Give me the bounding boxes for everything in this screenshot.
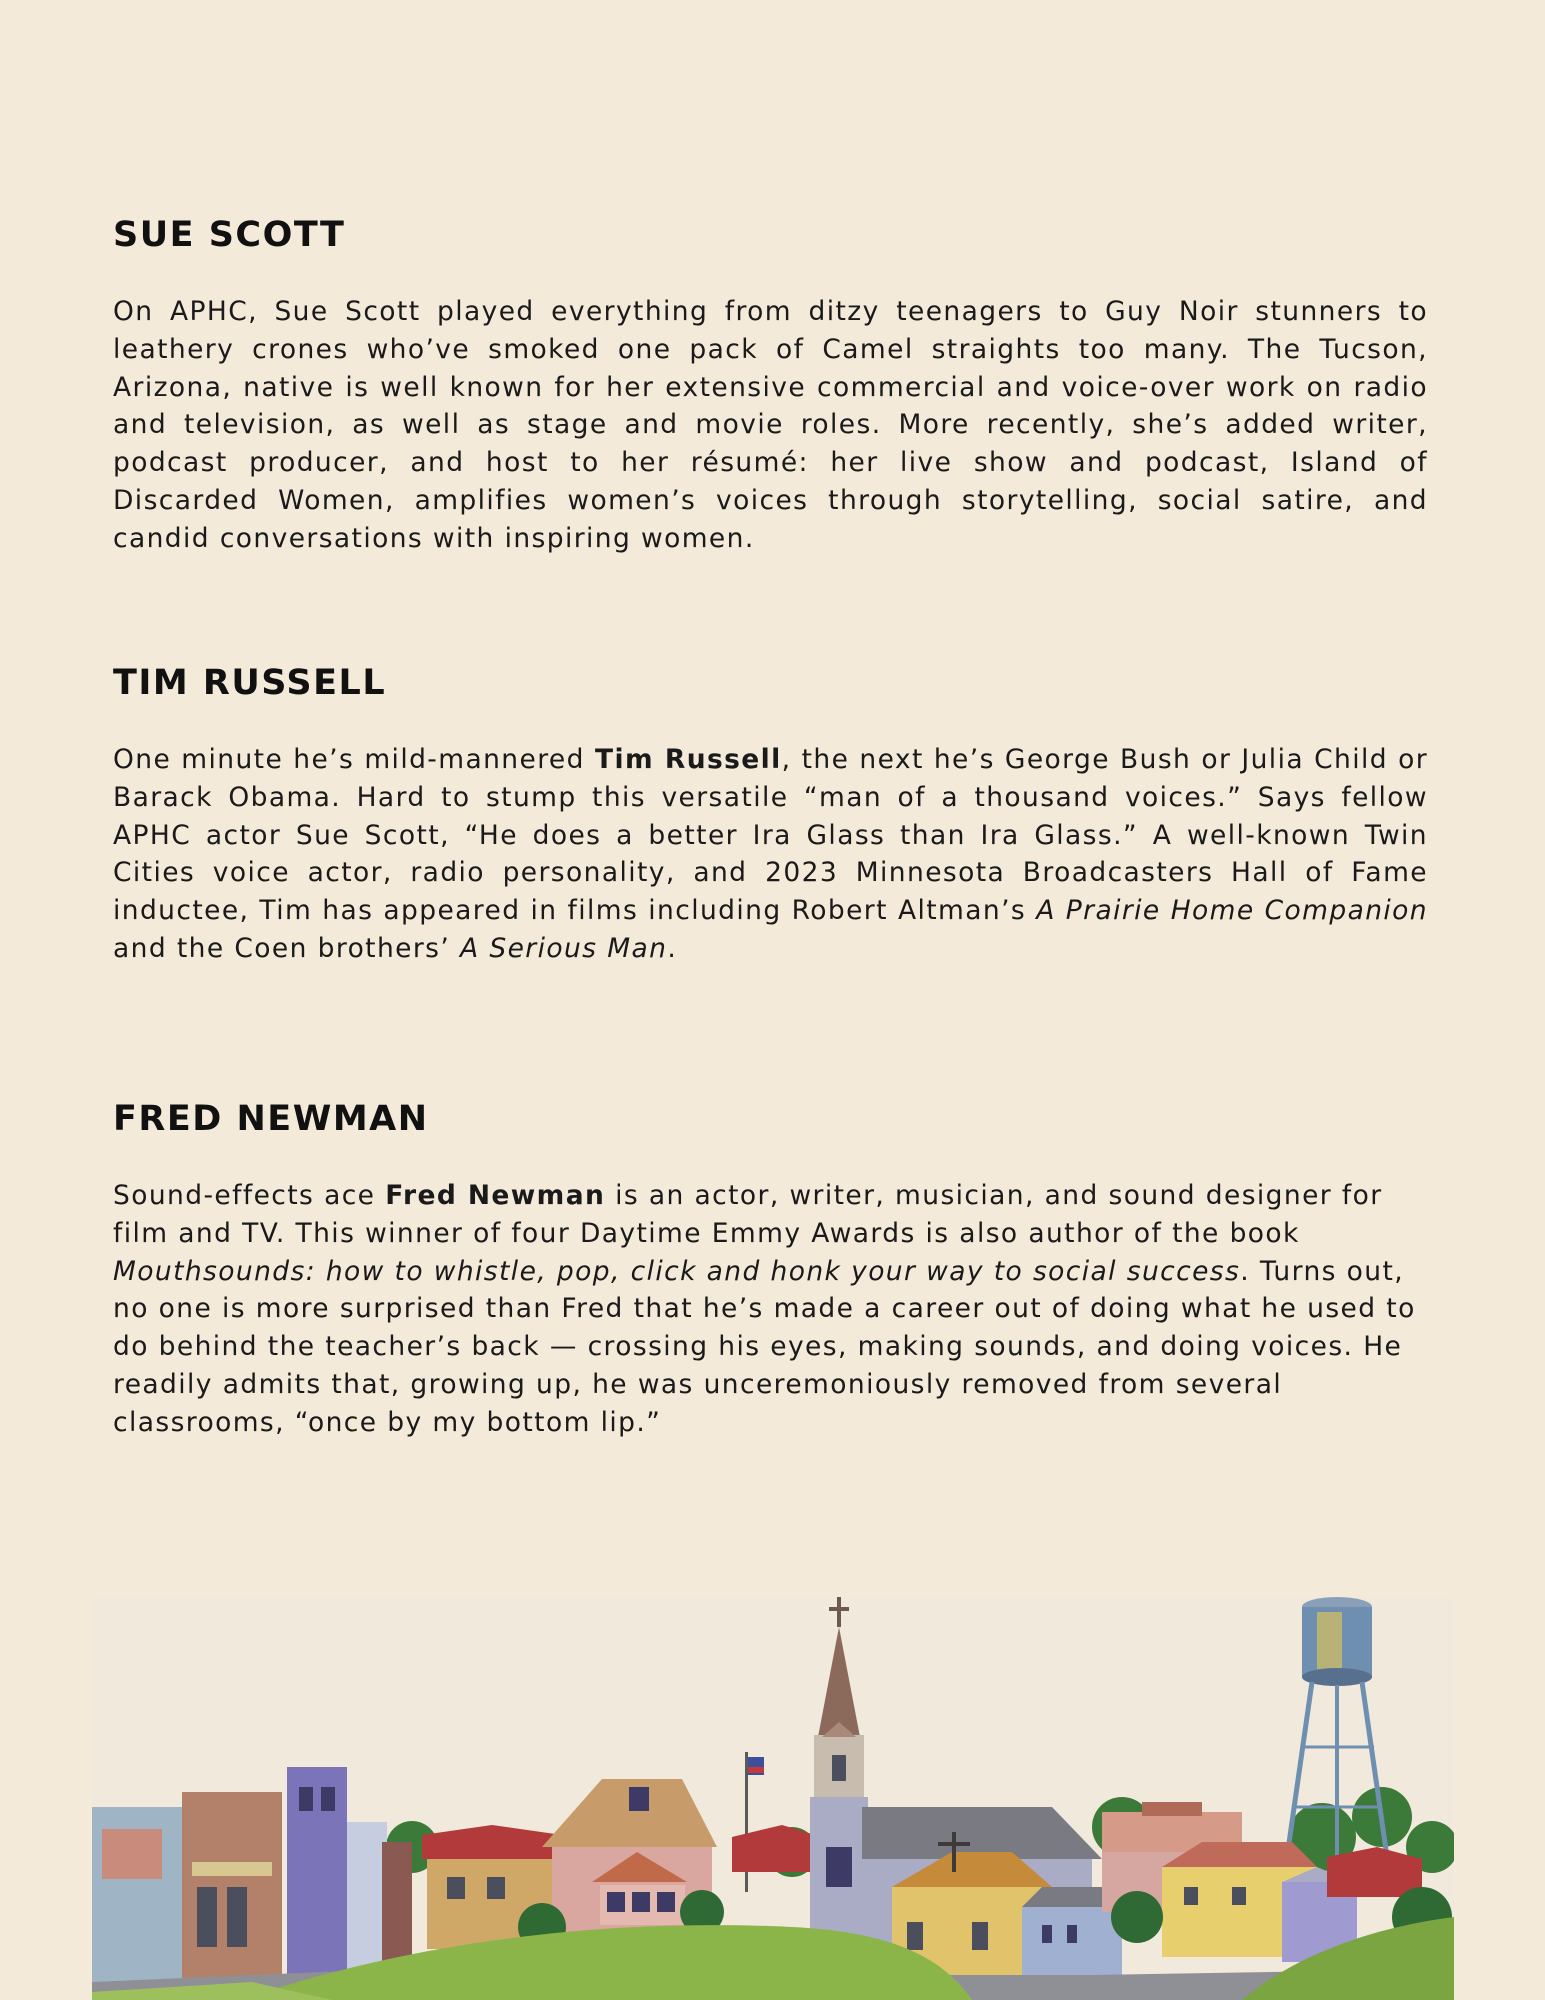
- bio-text-run: Sound-effects ace: [113, 1180, 386, 1211]
- bio-fred-newman: [113, 1099, 1428, 1442]
- bio-text-run: and the Coen brothers’: [113, 932, 461, 964]
- bio-text-run: , the next he’s George Bush or Julia Child or Barack Obama. Hard to stump this versatile “man of a thousand voices.” Says fellow APHC actor Sue Scott, “He does a better Ira Glass than Ira Glass.” A well-known Twin Cities voice actor, radio personality, and 2023 Minnesota Broadcasters Hall of Fame inductee, Tim has appeared in films including Robert Altman’s: [113, 744, 1428, 927]
- bio-tim-russell: [113, 663, 1428, 968]
- bio-bold-name: Fred Newman: [385, 1180, 606, 1211]
- bio-name-heading: SUE SCOTT: [113, 215, 346, 255]
- book-title: Mouthsounds: how to whistle, pop, click and honk your way to social success: [113, 1255, 1241, 1287]
- bio-text-run: One minute he’s mild-mannered: [113, 744, 595, 775]
- bio-name-heading: TIM RUSSELL: [113, 663, 387, 703]
- bio-paragraph: On APHC, Sue Scott played everything from ditzy teenagers to Guy Noir stunners to leathery crones who’ve smoked one pack of Camel straights too many. The Tucson, Arizona, native is well known for her extensive commercial and voice-over work on radio and television, as well as stage and movie roles. More recently, she’s added writer, podcast producer, and host to her résumé: her live show and podcast, Island of Discarded Women, amplifies women’s voices through storytelling, social satire, and candid conversations with inspiring women.: [113, 296, 1428, 554]
- bio-paragraph: [113, 741, 1428, 968]
- film-title: A Prairie Home Companion: [1036, 895, 1428, 927]
- town-scene-image: [92, 1597, 1454, 2000]
- town-illustration: [92, 1597, 1454, 2000]
- bio-paragraph: [113, 1177, 1428, 1442]
- bio-text-run: is an actor, writer, musician, and sound designer for film and TV. This winner of four Daytime Emmy Awards is also author of the book: [113, 1180, 1383, 1249]
- bio-text-run: .: [667, 932, 678, 964]
- film-title: A Serious Man: [460, 932, 668, 964]
- bio-bold-name: Tim Russell: [594, 744, 782, 775]
- bio-sue-scott: [113, 215, 1428, 558]
- bio-text-run: . Turns out, no one is more surprised than Fred that he’s made a career out of doing what he used to do behind the teacher’s back — crossing his eyes, making sounds, and doing voices. He readily admits that, growing up, he was unceremoniously removed from several classrooms, “once by my bottom lip.”: [113, 1255, 1416, 1438]
- bio-name-heading: FRED NEWMAN: [113, 1099, 429, 1139]
